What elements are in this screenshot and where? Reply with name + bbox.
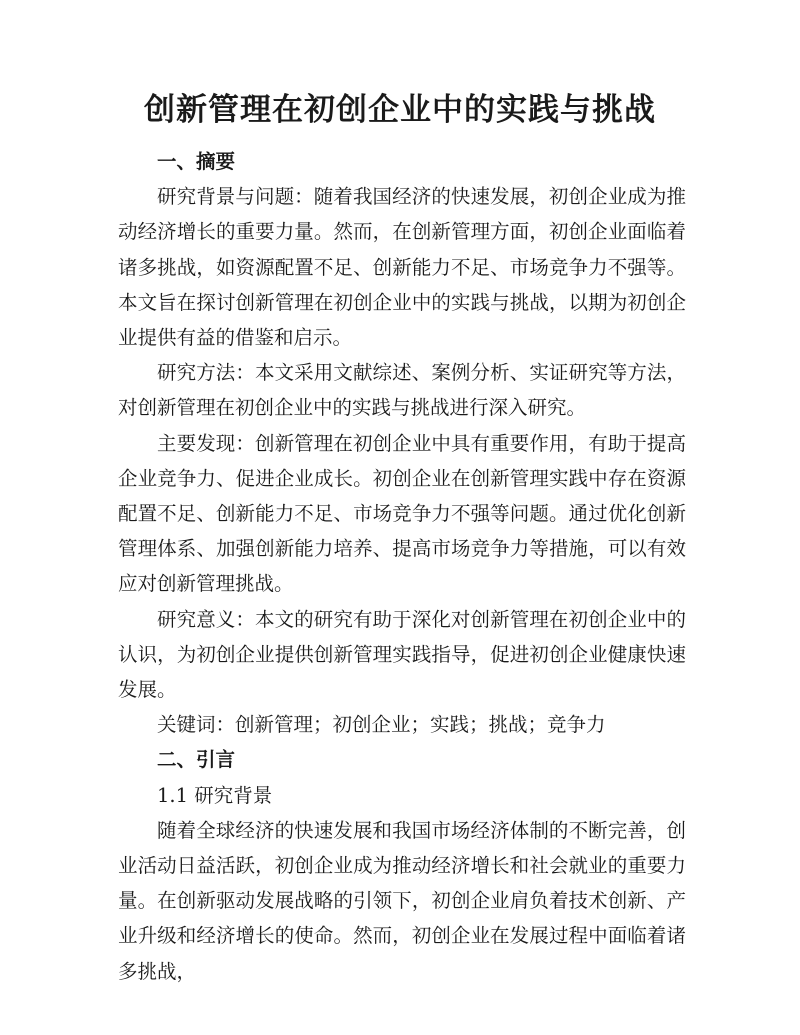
abstract-significance-paragraph: 研究意义：本文的研究有助于深化对创新管理在初创企业中的认识，为初创企业提供创新管理实践指导，促进初创企业健康快速发展。 — [118, 607, 686, 702]
document-title: 创新管理在初创企业中的实践与挑战 — [144, 92, 656, 128]
keywords-line: 关键词：创新管理；初创企业；实践；挑战；竞争力 — [157, 713, 606, 737]
abstract-background-paragraph: 研究背景与问题：随着我国经济的快速发展，初创企业成为推动经济增长的重要力量。然而，在创新管理方面，初创企业面临着诸多挑战，如资源配置不足、创新能力不足、市场竞争力不强等。本文旨在探讨创新管理在初创企业中的实践与挑战，以期为初创企业提供有益的借鉴和启示。 — [118, 185, 686, 350]
introduction-heading: 二、引言 — [157, 748, 236, 772]
document-body — [118, 144, 686, 989]
abstract-methods-paragraph: 研究方法：本文采用文献综述、案例分析、实证研究等方法，对创新管理在初创企业中的实践与挑战进行深入研究。 — [118, 361, 686, 420]
abstract-findings-paragraph: 主要发现：创新管理在初创企业中具有重要作用，有助于提高企业竞争力、促进企业成长。初创企业在创新管理实践中存在资源配置不足、创新能力不足、市场竞争力不强等问题。通过优化创新管理体系、加强创新能力培养、提高市场竞争力等措施，可以有效应对创新管理挑战。 — [118, 431, 686, 596]
research-background-subheading: 1.1 研究背景 — [157, 783, 273, 807]
abstract-heading: 一、摘要 — [157, 150, 236, 173]
research-background-paragraph: 随着全球经济的快速发展和我国市场经济体制的不断完善，创业活动日益活跃，初创企业成为推动经济增长和社会就业的重要力量。在创新驱动发展战略的引领下，初创企业肩负着技术创新、产业升级和经济增长的使命。然而，初创企业在发展过程中面临着诸多挑战， — [118, 818, 686, 983]
